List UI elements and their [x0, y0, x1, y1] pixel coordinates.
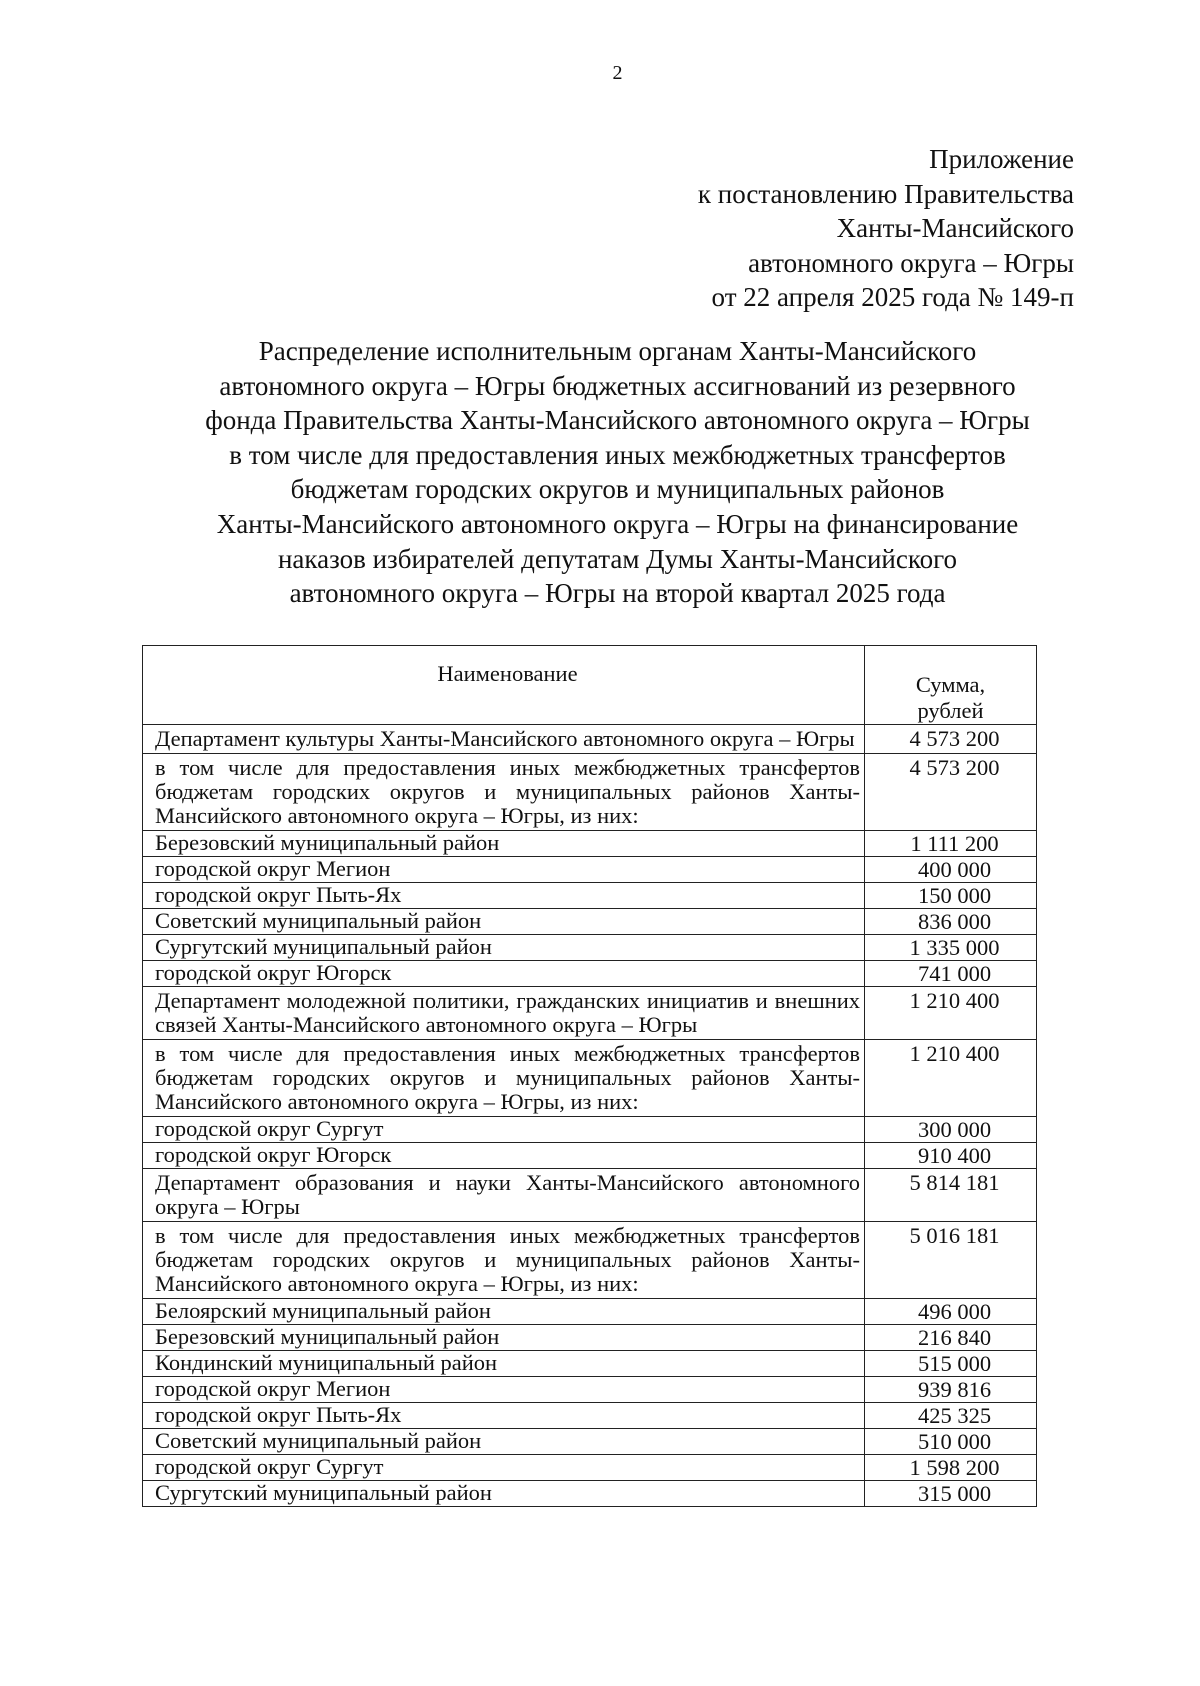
row-sum: 5 814 181: [865, 1169, 1037, 1222]
table-row: [143, 935, 1037, 961]
table-row: [143, 909, 1037, 935]
row-sum: 400 000: [865, 857, 1037, 883]
row-name: Сургутский муниципальный район: [143, 935, 865, 961]
table-row: [143, 1117, 1037, 1143]
appendix-line: Приложение: [929, 144, 1074, 174]
row-name: Кондинский муниципальный район: [143, 1351, 865, 1377]
row-name: Белоярский муниципальный район: [143, 1299, 865, 1325]
table-row: [143, 1169, 1037, 1222]
title-line: наказов избирателей депутатам Думы Ханты-Мансийского: [277, 543, 958, 574]
table-header-row: [143, 646, 1037, 725]
row-sum: 1 210 400: [865, 987, 1037, 1040]
table-row: [143, 1143, 1037, 1169]
row-name: Департамент культуры Ханты-Мансийского автономного округа – Югры: [143, 725, 865, 754]
appendix-line: автономного округа – Югры: [748, 247, 1074, 278]
row-sum: 496 000: [865, 1299, 1037, 1325]
table-row: [143, 1351, 1037, 1377]
row-name: в том числе для предоставления иных межбюджетных трансфертов бюджетам городских округов и муниципальных районов Ханты-Мансийского автономного округа – Югры, из них:: [143, 1040, 865, 1117]
appendix-line: Ханты-Мансийского: [836, 213, 1074, 243]
table-row: [143, 1403, 1037, 1429]
row-sum: 1 111 200: [865, 831, 1037, 857]
row-name: Советский муниципальный район: [143, 1429, 865, 1455]
row-name: Сургутский муниципальный район: [143, 1481, 865, 1507]
row-sum: 836 000: [865, 909, 1037, 935]
title-line: в том числе для предоставления иных межбюджетных трансфертов: [229, 439, 1006, 470]
appendix-line: от 22 апреля 2025 года № 149-п: [711, 282, 1074, 312]
row-sum: 515 000: [865, 1351, 1037, 1377]
table-row: [143, 725, 1037, 754]
title-line: фонда Правительства Ханты-Мансийского автономного округа – Югры: [205, 405, 1030, 436]
table-row: [143, 831, 1037, 857]
row-sum: 300 000: [865, 1117, 1037, 1143]
row-sum: 315 000: [865, 1481, 1037, 1507]
row-name: городской округ Сургут: [143, 1117, 865, 1143]
header-sum-line: Сумма,: [915, 672, 986, 697]
row-name: городской округ Югорск: [143, 961, 865, 987]
header-sum-line: рублей: [917, 698, 984, 723]
table-row: [143, 1455, 1037, 1481]
table-row: [143, 961, 1037, 987]
row-sum: 5 016 181: [865, 1222, 1037, 1299]
row-name: городской округ Мегион: [143, 857, 865, 883]
allocation-table: [142, 645, 1037, 1507]
row-name: городской округ Пыть-Ях: [143, 1403, 865, 1429]
row-name: Советский муниципальный район: [143, 909, 865, 935]
table-row: [143, 1377, 1037, 1403]
table-row: [143, 1222, 1037, 1299]
row-sum: 910 400: [865, 1143, 1037, 1169]
row-name: Департамент образования и науки Ханты-Мансийского автономного округа – Югры: [143, 1169, 865, 1222]
row-name: городской округ Мегион: [143, 1377, 865, 1403]
appendix-header: [698, 142, 1074, 315]
table-row: [143, 1481, 1037, 1507]
table-row: [143, 987, 1037, 1040]
row-sum: 1 210 400: [865, 1040, 1037, 1117]
appendix-line: к постановлению Правительства: [697, 178, 1074, 209]
row-sum: 1 598 200: [865, 1455, 1037, 1481]
row-sum: 1 335 000: [865, 935, 1037, 961]
table-row: [143, 1299, 1037, 1325]
table-row: [143, 857, 1037, 883]
table-row: [143, 1040, 1037, 1117]
row-sum: 4 573 200: [865, 754, 1037, 831]
title-line: автономного округа – Югры на второй квартал 2025 года: [289, 578, 946, 609]
table-row: [143, 754, 1037, 831]
row-name: Березовский муниципальный район: [143, 831, 865, 857]
table-row: [143, 1325, 1037, 1351]
row-sum: 4 573 200: [865, 725, 1037, 754]
row-name: в том числе для предоставления иных межбюджетных трансфертов бюджетам городских округов и муниципальных районов Ханты-Мансийского автономного округа – Югры, из них:: [143, 1222, 865, 1299]
title-line: Распределение исполнительным органам Ханты-Мансийского: [258, 336, 977, 366]
row-name: городской округ Сургут: [143, 1455, 865, 1481]
header-name: Наименование: [143, 646, 865, 725]
row-sum: 510 000: [865, 1429, 1037, 1455]
row-name: городской округ Югорск: [143, 1143, 865, 1169]
row-sum: 150 000: [865, 883, 1037, 909]
page-number: 2: [612, 62, 623, 84]
document-title: [150, 334, 1085, 611]
row-sum: 425 325: [865, 1403, 1037, 1429]
row-sum: 939 816: [865, 1377, 1037, 1403]
table-row: [143, 1429, 1037, 1455]
row-name: Березовский муниципальный район: [143, 1325, 865, 1351]
title-line: автономного округа – Югры бюджетных ассигнований из резервного: [219, 370, 1016, 401]
table-row: [143, 883, 1037, 909]
header-sum: [865, 646, 1037, 725]
row-sum: 216 840: [865, 1325, 1037, 1351]
title-line: бюджетам городских округов и муниципальных районов: [290, 474, 945, 505]
title-line: Ханты-Мансийского автономного округа – Югры на финансирование: [216, 508, 1019, 539]
row-name: Департамент молодежной политики, гражданских инициатив и внешних связей Ханты-Мансийского автономного округа – Югры: [143, 987, 865, 1040]
row-name: городской округ Пыть-Ях: [143, 883, 865, 909]
row-name: в том числе для предоставления иных межбюджетных трансфертов бюджетам городских округов и муниципальных районов Ханты-Мансийского автономного округа – Югры, из них:: [143, 754, 865, 831]
row-sum: 741 000: [865, 961, 1037, 987]
